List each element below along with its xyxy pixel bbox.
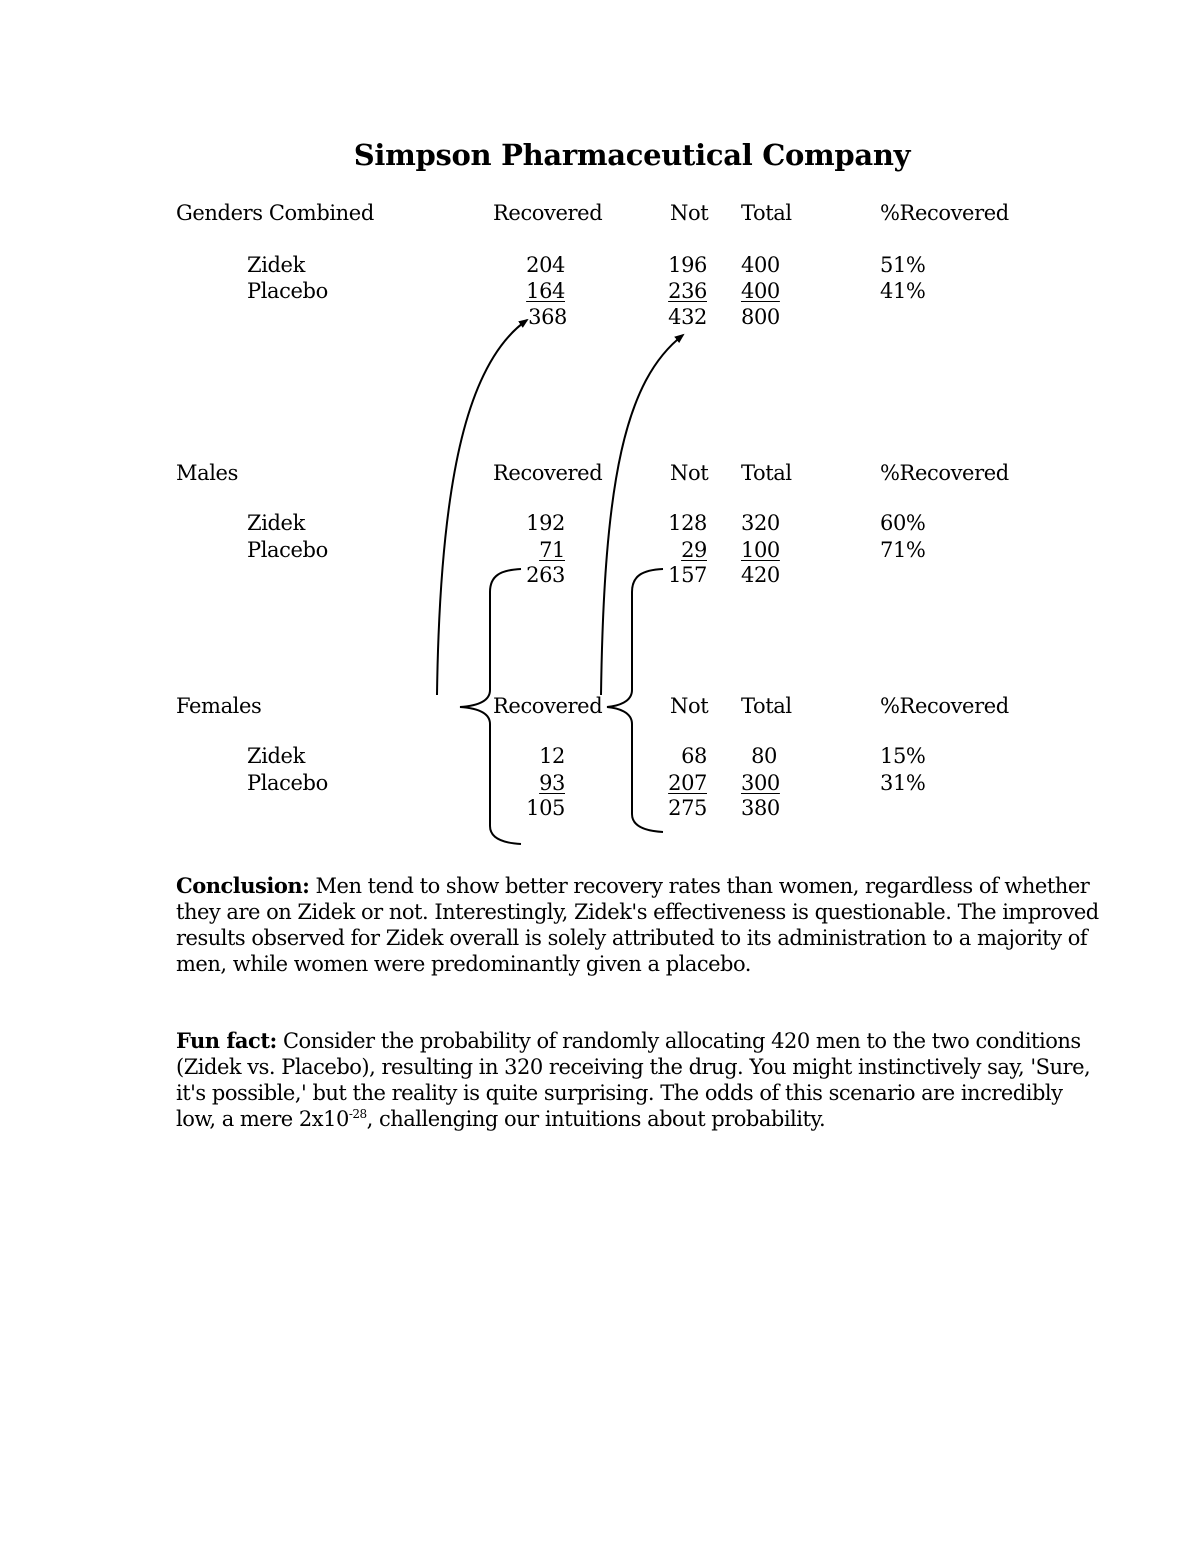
cell-total: 400 [741,253,780,277]
funfact-end: , challenging our intuitions about probability. [366,1107,826,1131]
total-total: 420 [741,563,780,587]
total-recovered: 368 [528,305,567,329]
cell-total: 80 [751,744,777,768]
header-not: Not [670,201,709,225]
cell-pct: 41% [880,279,926,303]
row-label-placebo: Placebo [247,771,328,795]
conclusion-label: Conclusion: [176,873,310,898]
total-not: 157 [668,563,707,587]
cell-recovered: 93 [539,771,565,795]
header-not: Not [670,461,709,485]
row-label-placebo: Placebo [247,538,328,562]
total-not: 432 [668,305,707,329]
header-recovered: Recovered [493,201,603,225]
row-label-zidek: Zidek [247,744,305,768]
header-pct-recovered: %Recovered [880,201,1009,225]
cell-recovered: 192 [526,511,565,535]
row-label-placebo: Placebo [247,279,328,303]
header-pct-recovered: %Recovered [880,694,1009,718]
header-total: Total [741,201,792,225]
conclusion-text: Men tend to show better recovery rates than women, regardless of whether they are on Zidek or not. Interestingly, Zidek's effectiveness is questionable. The improved results observed for Zidek overall is solely attributed to its administration to a majority of men, while women were predominantly given a placebo. [176,874,1099,976]
header-pct-recovered: %Recovered [880,461,1009,485]
cell-total: 400 [741,279,780,303]
header-not: Not [670,694,709,718]
total-recovered: 263 [526,563,565,587]
cell-total: 100 [741,538,780,562]
row-label-zidek: Zidek [247,253,305,277]
section-label-females: Females [176,694,262,718]
cell-recovered: 164 [526,279,565,303]
cell-pct: 51% [880,253,926,277]
funfact-paragraph [176,1028,1106,1132]
total-not: 275 [668,796,707,820]
header-total: Total [741,694,792,718]
cell-pct: 60% [880,511,926,535]
arrow-recovered [437,320,527,695]
header-total: Total [741,461,792,485]
total-total: 380 [741,796,780,820]
cell-not: 68 [681,744,707,768]
cell-pct: 71% [880,538,926,562]
header-recovered: Recovered [493,694,603,718]
page-title: Simpson Pharmaceutical Company [353,138,911,172]
cell-recovered: 12 [539,744,565,768]
cell-not: 207 [668,771,707,795]
cell-pct: 15% [880,744,926,768]
total-total: 800 [741,305,780,329]
cell-not: 29 [681,538,707,562]
funfact-label: Fun fact: [176,1028,277,1053]
cell-not: 236 [668,279,707,303]
row-label-zidek: Zidek [247,511,305,535]
section-label-combined: Genders Combined [176,201,374,225]
conclusion-paragraph [176,873,1106,977]
cell-total: 320 [741,511,780,535]
header-recovered: Recovered [493,461,603,485]
cell-not: 128 [668,511,707,535]
cell-total: 300 [741,771,780,795]
cell-not: 196 [668,253,707,277]
cell-pct: 31% [880,771,926,795]
cell-recovered: 71 [539,538,565,562]
funfact-exponent: -28 [348,1107,367,1121]
section-label-males: Males [176,461,238,485]
cell-recovered: 204 [526,253,565,277]
total-recovered: 105 [526,796,565,820]
funfact-base: 2x10 [298,1107,349,1131]
funfact-text: Consider the probability of randomly allocating 420 men to the two conditions (Zidek vs. Placebo), resulting in 320 receiving the drug. You might instinctively say, 'Sure, it's possible,' but the reality is quite surprising. The odds of this scenario are incredibly low, a mere [176,1029,1091,1131]
